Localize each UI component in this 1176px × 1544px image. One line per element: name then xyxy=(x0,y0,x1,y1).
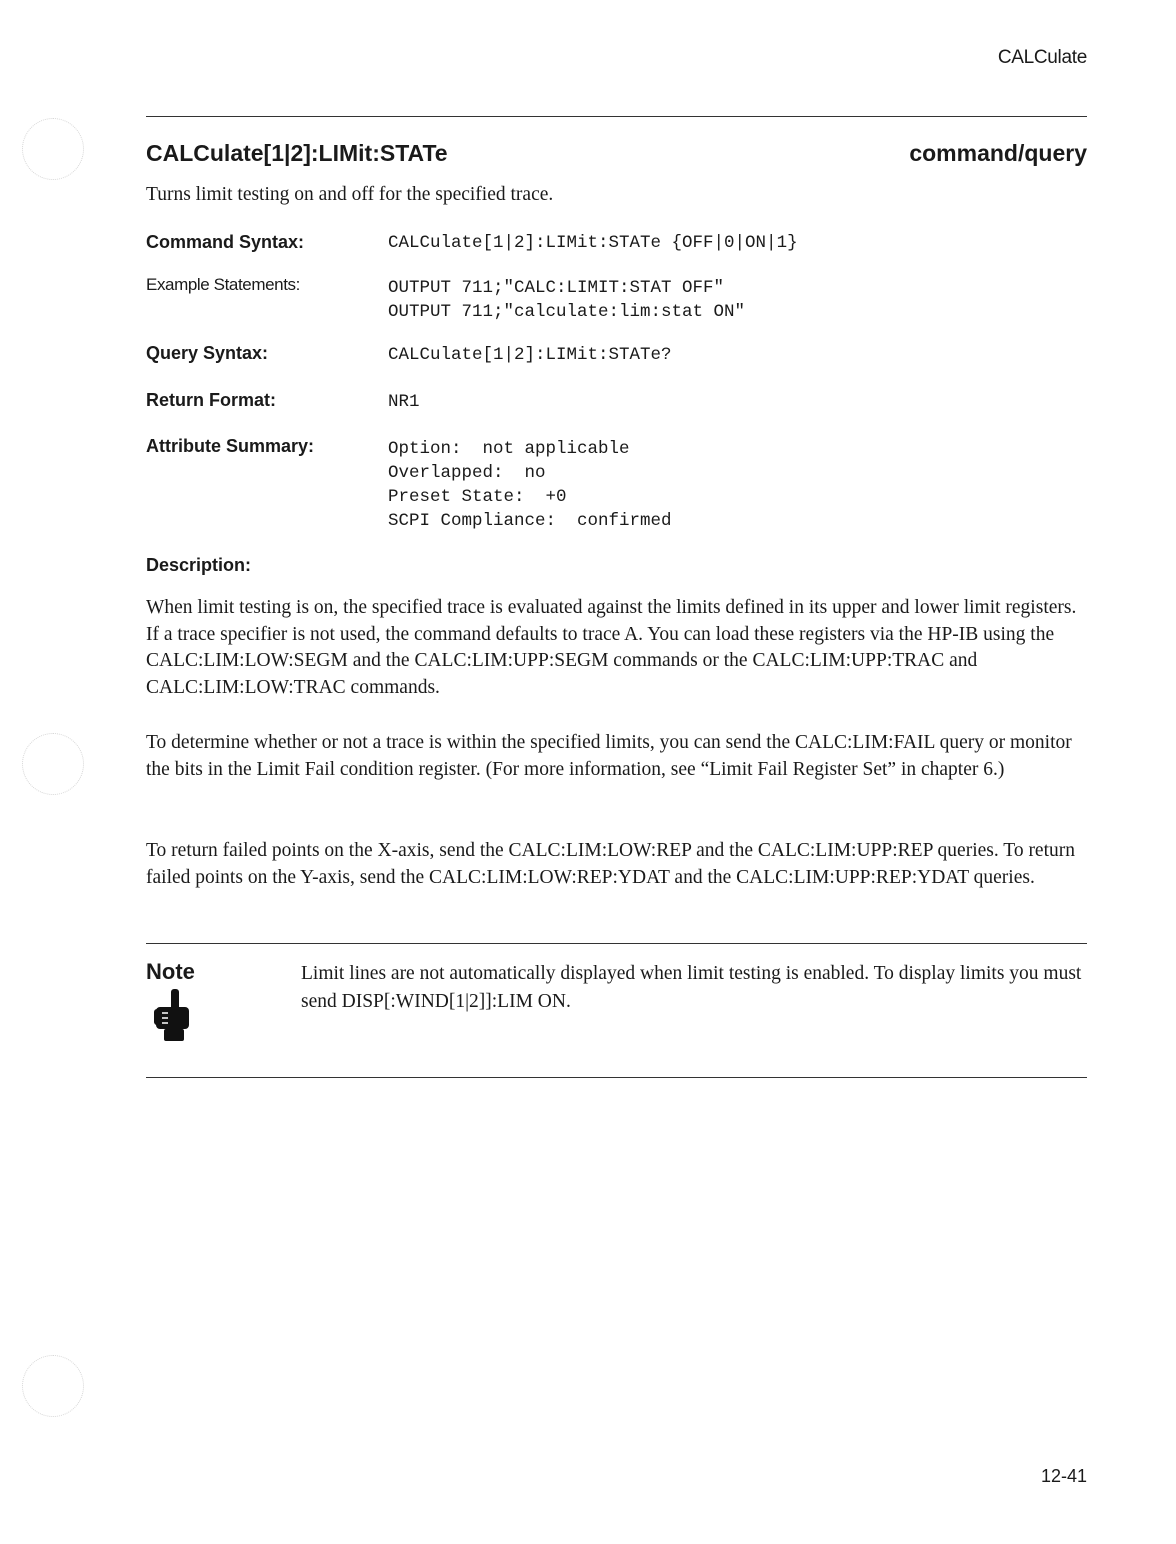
pointing-hand-icon xyxy=(151,987,197,1045)
note-bottom-rule xyxy=(146,1077,1087,1078)
page-number: 12-41 xyxy=(1040,1466,1087,1486)
section-top-rule xyxy=(146,116,1087,117)
query-syntax-label: Query Syntax: xyxy=(146,343,269,363)
attribute-line: Preset State: +0 xyxy=(388,487,567,507)
binder-hole-bottom xyxy=(22,1355,84,1417)
attribute-line: Overlapped: no xyxy=(388,463,546,483)
note-top-rule xyxy=(146,943,1087,944)
attribute-line: SCPI Compliance: confirmed xyxy=(388,511,672,531)
description-label: Description: xyxy=(146,555,252,575)
binder-hole-middle xyxy=(22,733,84,795)
description-paragraph: To determine whether or not a trace is within the specified limits, you can send the CALC:LIM:FAIL query or monitor the bits in the Limit Fail condition register. (For more information, see “Limit Fail Register Set” in chapter 6.) xyxy=(146,732,1072,780)
query-syntax-value: CALCulate[1|2]:LIMit:STATe? xyxy=(388,345,672,365)
command-summary: Turns limit testing on and off for the specified trace. xyxy=(146,184,554,205)
example-statement: OUTPUT 711;"calculate:lim:stat ON" xyxy=(388,302,746,322)
note-text: Limit lines are not automatically displayed when limit testing is enabled. To display limits you must send DISP[:WIND[1|2]]:LIM ON. xyxy=(301,963,1082,1012)
example-statements-label: Example Statements: xyxy=(146,275,300,294)
description-paragraph: When limit testing is on, the specified trace is evaluated against the limits defined in its upper and lower limit registers. If a trace specifier is not used, the command defaults to trace A. You can load these registers via the HP-IB using the CALC:LIM:LOW:SEGM and the CALC:LIM:UPP:SEGM commands or the CALC:LIM:UPP:TRAC and CALC:LIM:LOW:TRAC commands. xyxy=(146,597,1077,698)
note-label: Note xyxy=(146,959,195,984)
return-format-value: NR1 xyxy=(388,392,420,412)
description-paragraph: To return failed points on the X-axis, send the CALC:LIM:LOW:REP and the CALC:LIM:UPP:REP queries. To return failed points on the Y-axis, send the CALC:LIM:LOW:REP:YDAT and the CALC:LIM:UPP:REP:YDAT queries. xyxy=(146,840,1076,888)
attribute-summary-label: Attribute Summary: xyxy=(146,436,315,456)
attribute-line: Option: not applicable xyxy=(388,439,630,459)
command-syntax-value: CALCulate[1|2]:LIMit:STATe {OFF|0|ON|1} xyxy=(388,233,798,253)
command-type: command/query xyxy=(909,140,1087,166)
running-head: CALCulate xyxy=(997,47,1087,68)
return-format-label: Return Format: xyxy=(146,390,276,410)
command-syntax-label: Command Syntax: xyxy=(146,232,305,252)
command-title: CALCulate[1|2]:LIMit:STATe xyxy=(146,140,448,166)
example-statement: OUTPUT 711;"CALC:LIMIT:STAT OFF" xyxy=(388,278,725,298)
binder-hole-top xyxy=(22,118,84,180)
